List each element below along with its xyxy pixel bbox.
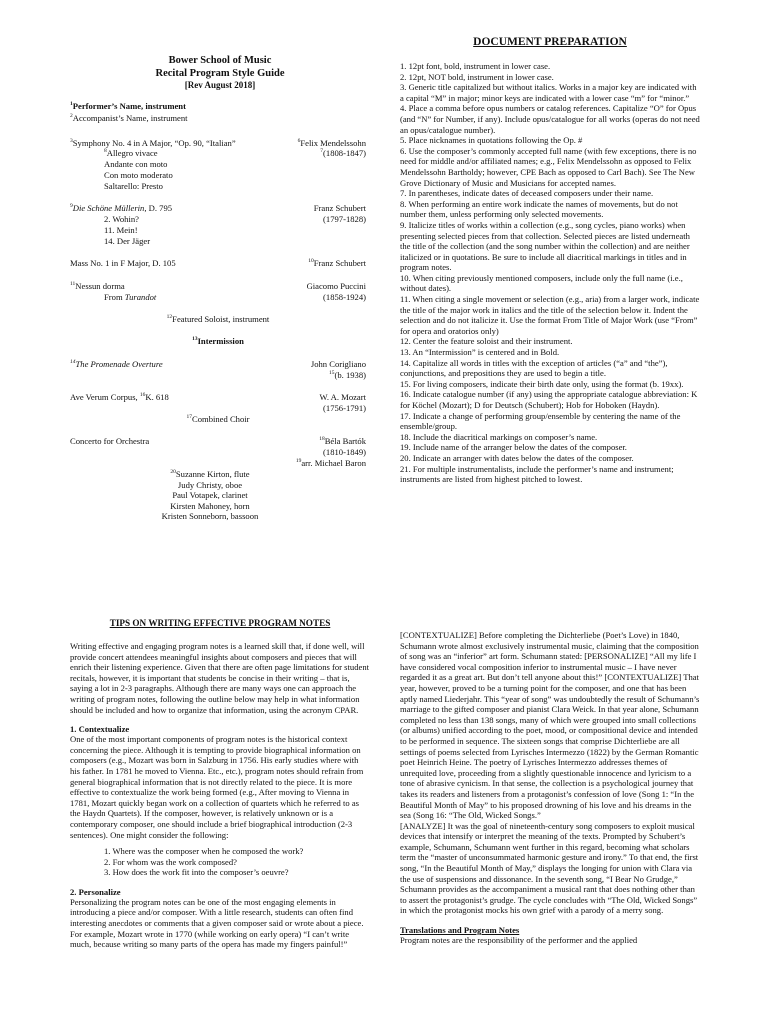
school-name: Bower School of Music: [168, 55, 272, 66]
movement-4: Saltarello: Presto: [104, 181, 163, 191]
tips-heading: TIPS ON WRITING EFFECTIVE PROGRAM NOTES: [109, 618, 331, 628]
puccini-composer: Giacomo Puccini: [306, 281, 366, 291]
schubert-dates: (1797-1828): [323, 214, 366, 224]
concerto-title: Concerto for Orchestra: [70, 436, 150, 446]
revision-label: [Rev August 2018]: [184, 80, 256, 90]
docprep-item: 18. Include the diacritical markings on composer’s name.: [400, 431, 598, 442]
personalize-text: Personalizing the program notes can be one of the most engaging elements in introducing a piece and/or composer. With a little research, students can often find interesting anecdotes or comments that a given composer said or wrote about a piece. For example, Mozart wrote in 1770 (while working on early opera) “I can’t write much, because writing so many parts of the opera has made my fingers painful!”: [70, 896, 364, 950]
docprep-item: 8. When performing an entire work indicate the names of movements, but do not number them, unless performing only selected movements.: [400, 198, 678, 220]
example-notes: [400, 630, 702, 946]
docprep-item: 16. Indicate catalogue number (if any) using the appropriate catalogue abbreviation: K for Köchel (Mozart); D for Deutsch (Schubert); Hob for Hoboken (Haydn).: [400, 389, 698, 410]
promenade-title: $^{14}$The Promenade Overture: [70, 359, 163, 369]
performer-line: $^1$Performer’s Name, instrument: [70, 101, 186, 111]
symphony-title: $^3$Symphony No. 4 in A Major, “Op. 90, “Italian”: [70, 138, 236, 148]
song-1: 2. Wohin?: [104, 214, 139, 224]
docprep-item: 15. For living composers, indicate their birth date only, using the format (b. 19xx).: [400, 378, 684, 389]
ensemble-member: $^{20}$Suzanne Kirton, flute: [170, 469, 250, 479]
docprep-item: 7. In parentheses, indicate dates of deceased composers under their name.: [400, 188, 654, 199]
contextualize-text: One of the most important components of program notes is the historical context concerning the piece. Although it is tempting to provide biographical information on composers (e.g., Mozart was born in Salzburg in 1756. His early studies where with his father. In 1781 he moved to Vienna. Etc., etc.), program notes should refrain from general biographical information that is not directly related to the piece. It is more effective to contextualize the work being formed (e.g., After moving to Vienna in 1781, Mozart quickly began work on a collection of quartets which he referred to as the Haydn Quartets). If the composer, however, is relatively unknown or is a contemporary composer, one should include a brief biographical introduction (2-3 sentences). One might consider the following:: [70, 734, 364, 840]
program-header: [95, 55, 345, 91]
docprep-item: 3. Generic title capitalized but without italics. Works in a major key are indicated with a capital “M” in major; minor keys are indicated with a lower case “m” for “minor.”: [400, 82, 697, 103]
corigliano-composer: John Corigliano: [310, 359, 366, 369]
combined-choir: $^{17}$Combined Choir: [186, 414, 250, 424]
tips-body: [70, 641, 370, 950]
docprep-item: 17. Indicate a change of performing group/ensemble by centering the name of the ensemble/group.: [400, 410, 681, 432]
mozart-composer: W. A. Mozart: [319, 392, 366, 402]
ensemble-member: Kristen Sonneborn, bassoon: [161, 511, 259, 522]
docprep-item: 11. When citing a single movement or selection (e.g., aria) from a larger work, indicate the title of the major work in italics and the title of the selection below it. Indent the selection and do not italicize it. Use the format From Title of Major Work (use “From” for opera and oratorios only): [400, 294, 700, 336]
puccini-dates: (1858-1924): [323, 292, 366, 302]
symphony-composer: $^6$Felix Mendelssohn: [297, 138, 366, 148]
docprep-list: [400, 61, 700, 485]
docprep-item: 21. For multiple instrumentalists, include the performer’s name and instrument; instruments are listed from highest pitched to lowest.: [400, 463, 674, 485]
docprep-item: 12. Center the feature soloist and their instrument.: [400, 336, 573, 347]
question-2: 2. For whom was the work composed?: [104, 856, 237, 867]
docprep-item: 19. Include name of the arranger below the dates of the composer.: [400, 442, 627, 453]
mass-title: Mass No. 1 in F Major, D. 105: [70, 258, 176, 268]
ensemble-list: [130, 469, 290, 522]
docprep-item: 6. Use the composer’s commonly accepted full name (with few exceptions, there is no need for middle and/or affiliated names; e.g., Felix Mendelssohn as opposed to Felix Mendelssohn Bartholdy; however, CPE Bach as opposed to Carl Bach). See The New Grove Dictionary of Music and Musicians for accepted names.: [400, 145, 697, 188]
docprep-item: 9. Italicize titles of works within a collection (e.g., song cycles, piano works) when presenting selected pieces from that collection. Selected pieces are listed underneath the title of the collection (and the song number within the collection) and are neither italicized or in quotations. Be sure to include all diacritical markings in titles and in program notes.: [400, 219, 690, 273]
movement-2: Andante con moto: [104, 159, 168, 169]
question-3: 3. How does the work fit into the composer’s oeuvre?: [104, 867, 289, 878]
docprep-item: 4. Place a comma before opus numbers or catalog references. Capitalize “O” for Opus (and “N” for Number, if any). Include opus/catalogue for all works (operas do not need an opus/catalogue number).: [400, 103, 700, 135]
translations-text: Program notes are the responsibility of the performer and the applied: [400, 935, 638, 946]
docprep-item: 2. 12pt, NOT bold, instrument in lower case.: [400, 71, 554, 82]
bartok-composer: $^{18}$Béla Bartók: [319, 436, 366, 446]
mass-composer: $^{10}$Franz Schubert: [308, 258, 366, 268]
intermission: $^{13}$Intermission: [192, 336, 244, 346]
song-3: 14. Der Jäger: [104, 236, 151, 246]
movement-3: Con moto moderato: [104, 170, 173, 180]
ensemble-member: Paul Votapek, clarinet: [172, 490, 248, 501]
example-paragraph-1: [CONTEXTUALIZE] Before completing the Dichterliebe (Poet’s Love) in 1840, Schumann wrote almost exclusively instrumental music, claiming that the composition of song was an “inferior” art form. Schumann stated: [PERSONALIZE] “All my life I have considered vocal composition inferior to instrumental music – I have never regarded it as a great art. But don’t tell anyone about this!” [CONTEXTUALIZE] That year, however, proved to be a turning point for the composer, and one that has been aptly named Liederjahr. This “year of song” was undoubtedly the result of Schumann’s marriage to the gifted composer and pianist Clara Weick. In that year alone, Schumann completed no less than 138 songs, many of which were grouped into small collections (or albums) unified according to the poet, mood, or compositional device and intended to be performed in sequence. The sixteen songs that comprise Dichterliebe are all settings of poems selected from Lyrisches Intermezzo (1822) by the German Romantic poet Heinrich Heine. The poetry of Lyrisches Intermezzo addresses themes of unrequited love, proceeding from a slightly questionable innocence and lyricism to a tone of abrasive cynicism. In that sense, the collection is a psychological journey that takes its readers and listeners from a protagonist’s confession of love (Song 1: “In the Beautiful Month of May” to his proposed drowning of his love and his dreams in the sea (Song 16: “The Old, Wicked Songs.”: [400, 630, 700, 821]
docprep-item: 10. When citing previously mentioned composers, include only the full name (i.e., without dates).: [400, 272, 683, 294]
docprep-item: 5. Place nicknames in quotations following the Op. #: [400, 135, 583, 146]
tips-intro: Writing effective and engaging program notes is a learned skill that, if done well, will provide concert attendees meaningful insights about composers and pieces that will enrich their listening experience. Given that there are often page limitations for student recitals, however, it is important that students be concise in their writing – that is, saying a lot in 2-3 paragraphs. Although there are many ways one can approach the writing of program notes, following the outline below may help in what information should be included and how to organize that information, using the acronym CPAR.: [70, 641, 370, 715]
arranger: $^{19}$arr. Michael Baron: [295, 458, 366, 468]
mozart-dates: (1756-1791): [323, 403, 366, 413]
docprep-item: 14. Capitalize all words in titles with the exception of articles (“a” and “the”), conjunctions, and prepositions they are used to begin a title.: [400, 357, 668, 379]
docprep-heading: DOCUMENT PREPARATION: [473, 36, 627, 48]
bartok-dates: (1810-1849): [323, 447, 366, 457]
example-paragraph-2: [ANALYZE] It was the goal of nineteenth-century song composers to exploit musical devices that intensify or interpret the meaning of the texts. Prompted by Schubert’s example, Schumann, Schumann went further in this regard, becoming what scholars term the “master of unconsummated harmonic gesture and irony.” To that end, the first song, “In the Beautiful Month of May,” displays the longing for union with Clara via the use of suspensions and dissonance. In the seventh song, “I Bear No Grudge,” Schumann provides as the accompaniment a musical rant that does nothing other than to assert the protagonist’s grudge. The cycle concludes with “The Old, Wicked Songs” in which the protagonist mocks his own grief with a parody of a merry song.: [400, 820, 699, 916]
schubert-title: $^9$Die Schöne Müllerin, D. 795: [70, 203, 173, 213]
personalize-heading: 2. Personalize: [70, 886, 121, 897]
corigliano-dates: $^{15}$(b. 1938): [328, 370, 366, 380]
docprep-item: 1. 12pt font, bold, instrument in lower case.: [400, 61, 551, 71]
movement-1: $^8$Allegro vivace: [104, 148, 158, 158]
nessun-title: $^{11}$Nessun dorma: [70, 281, 125, 291]
accompanist-line: $^2$Accompanist’s Name, instrument: [70, 113, 188, 123]
guide-title: Recital Program Style Guide: [155, 67, 285, 79]
schubert-composer: Franz Schubert: [313, 203, 366, 213]
song-2: 11. Mein!: [104, 225, 138, 235]
docprep-item: 13. An “Intermission” is centered and in Bold.: [400, 347, 560, 358]
ave-title: Ave Verum Corpus, $^{16}$K. 618: [70, 392, 169, 402]
translations-heading: Translations and Program Notes: [400, 925, 520, 936]
question-1: 1. Where was the composer when he composed the work?: [104, 846, 304, 857]
docprep-item: 20. Indicate an arranger with dates below the dates of the composer.: [400, 452, 634, 463]
contextualize-heading: 1. Contextualize: [70, 724, 130, 735]
ensemble-member: Kirsten Mahoney, horn: [170, 500, 250, 511]
turandot-line: From Turandot: [104, 292, 157, 302]
ensemble-member: Judy Christy, oboe: [177, 479, 243, 490]
featured-soloist: $^{12}$Featured Soloist, instrument: [166, 314, 270, 324]
symphony-dates: $^7$(1808-1847): [320, 148, 366, 158]
